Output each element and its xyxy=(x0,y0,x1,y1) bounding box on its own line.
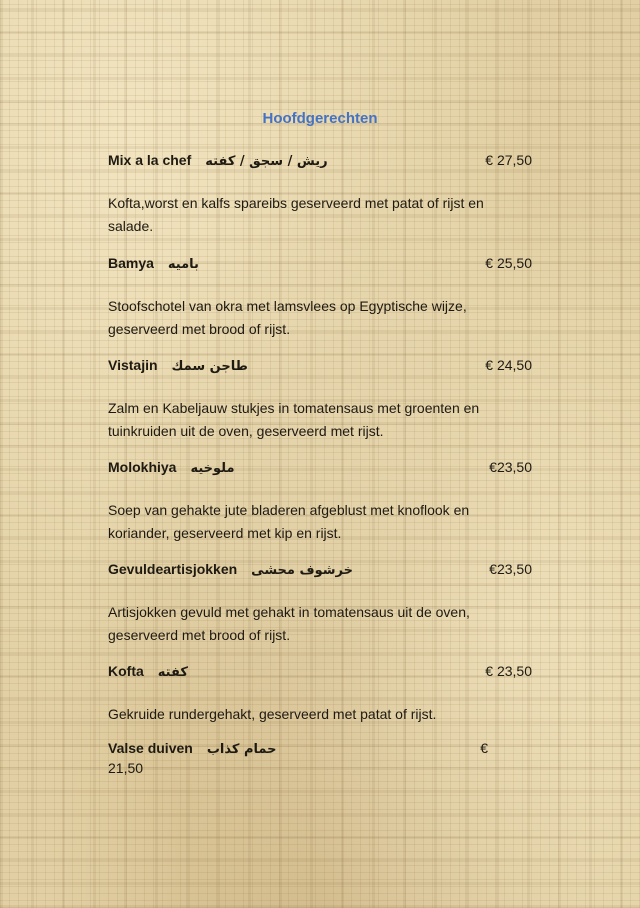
menu-item-mix-a-la-chef xyxy=(108,152,532,238)
dish-name: Kofta xyxy=(108,663,144,679)
dish-name: Molokhiya xyxy=(108,459,177,475)
dish-name: Valse duiven xyxy=(108,740,193,756)
dish-arabic-name: ملوخيه xyxy=(190,461,235,476)
dish-description: Gekruide rundergehakt, geserveerd met patat of rijst. xyxy=(108,706,437,722)
dish-price-symbol: € xyxy=(480,740,488,756)
menu-item-vistajin xyxy=(108,357,532,443)
dish-description: Zalm en Kabeljauw stukjes in tomatensaus met groenten en tuinkruiden uit de oven, geserveerd met rijst. xyxy=(108,400,480,439)
dish-price: € 23,50 xyxy=(485,663,532,679)
dish-name: Vistajin xyxy=(108,357,158,373)
dish-arabic-name: حمام كذاب xyxy=(206,742,277,757)
dish-description: Stoofschotel van okra met lamsvlees op Egyptische wijze, geserveerd met brood of rijst. xyxy=(108,298,467,337)
dish-price: €23,50 xyxy=(489,459,532,475)
dish-arabic-name: باميه xyxy=(167,257,199,272)
dish-arabic-name: طاجن سمك xyxy=(171,359,248,374)
dish-price: €23,50 xyxy=(489,561,532,577)
dish-price-value: 21,50 xyxy=(108,760,144,776)
dish-price: € 24,50 xyxy=(485,357,532,373)
dish-arabic-name: خرشوف محشى xyxy=(251,563,353,578)
dish-arabic-name: كفته xyxy=(157,665,188,680)
menu-item-valse-duiven xyxy=(108,740,532,776)
dish-name: Bamya xyxy=(108,255,154,271)
dish-price: € 27,50 xyxy=(485,152,532,168)
menu-item-kofta xyxy=(108,663,532,726)
menu-item-gevuldeartisjokken xyxy=(108,561,532,647)
dish-price: € 25,50 xyxy=(485,255,532,271)
page-title: Hoofdgerechten xyxy=(262,110,378,127)
dish-description: Kofta,worst en kalfs spareibs geserveerd met patat of rijst en salade. xyxy=(108,195,484,234)
menu-item-bamya xyxy=(108,255,532,341)
menu-item-molokhiya xyxy=(108,459,532,545)
dish-name: Mix a la chef xyxy=(108,152,192,168)
dish-arabic-name: ريش / سجق / كفته xyxy=(205,154,328,169)
dish-name: Gevuldeartisjokken xyxy=(108,561,238,577)
dish-description: Soep van gehakte jute bladeren afgeblust met knoflook en koriander, geserveerd met kip en rijst. xyxy=(108,502,470,541)
dish-description: Artisjokken gevuld met gehakt in tomatensaus uit de oven, geserveerd met brood of rijst. xyxy=(108,604,470,643)
